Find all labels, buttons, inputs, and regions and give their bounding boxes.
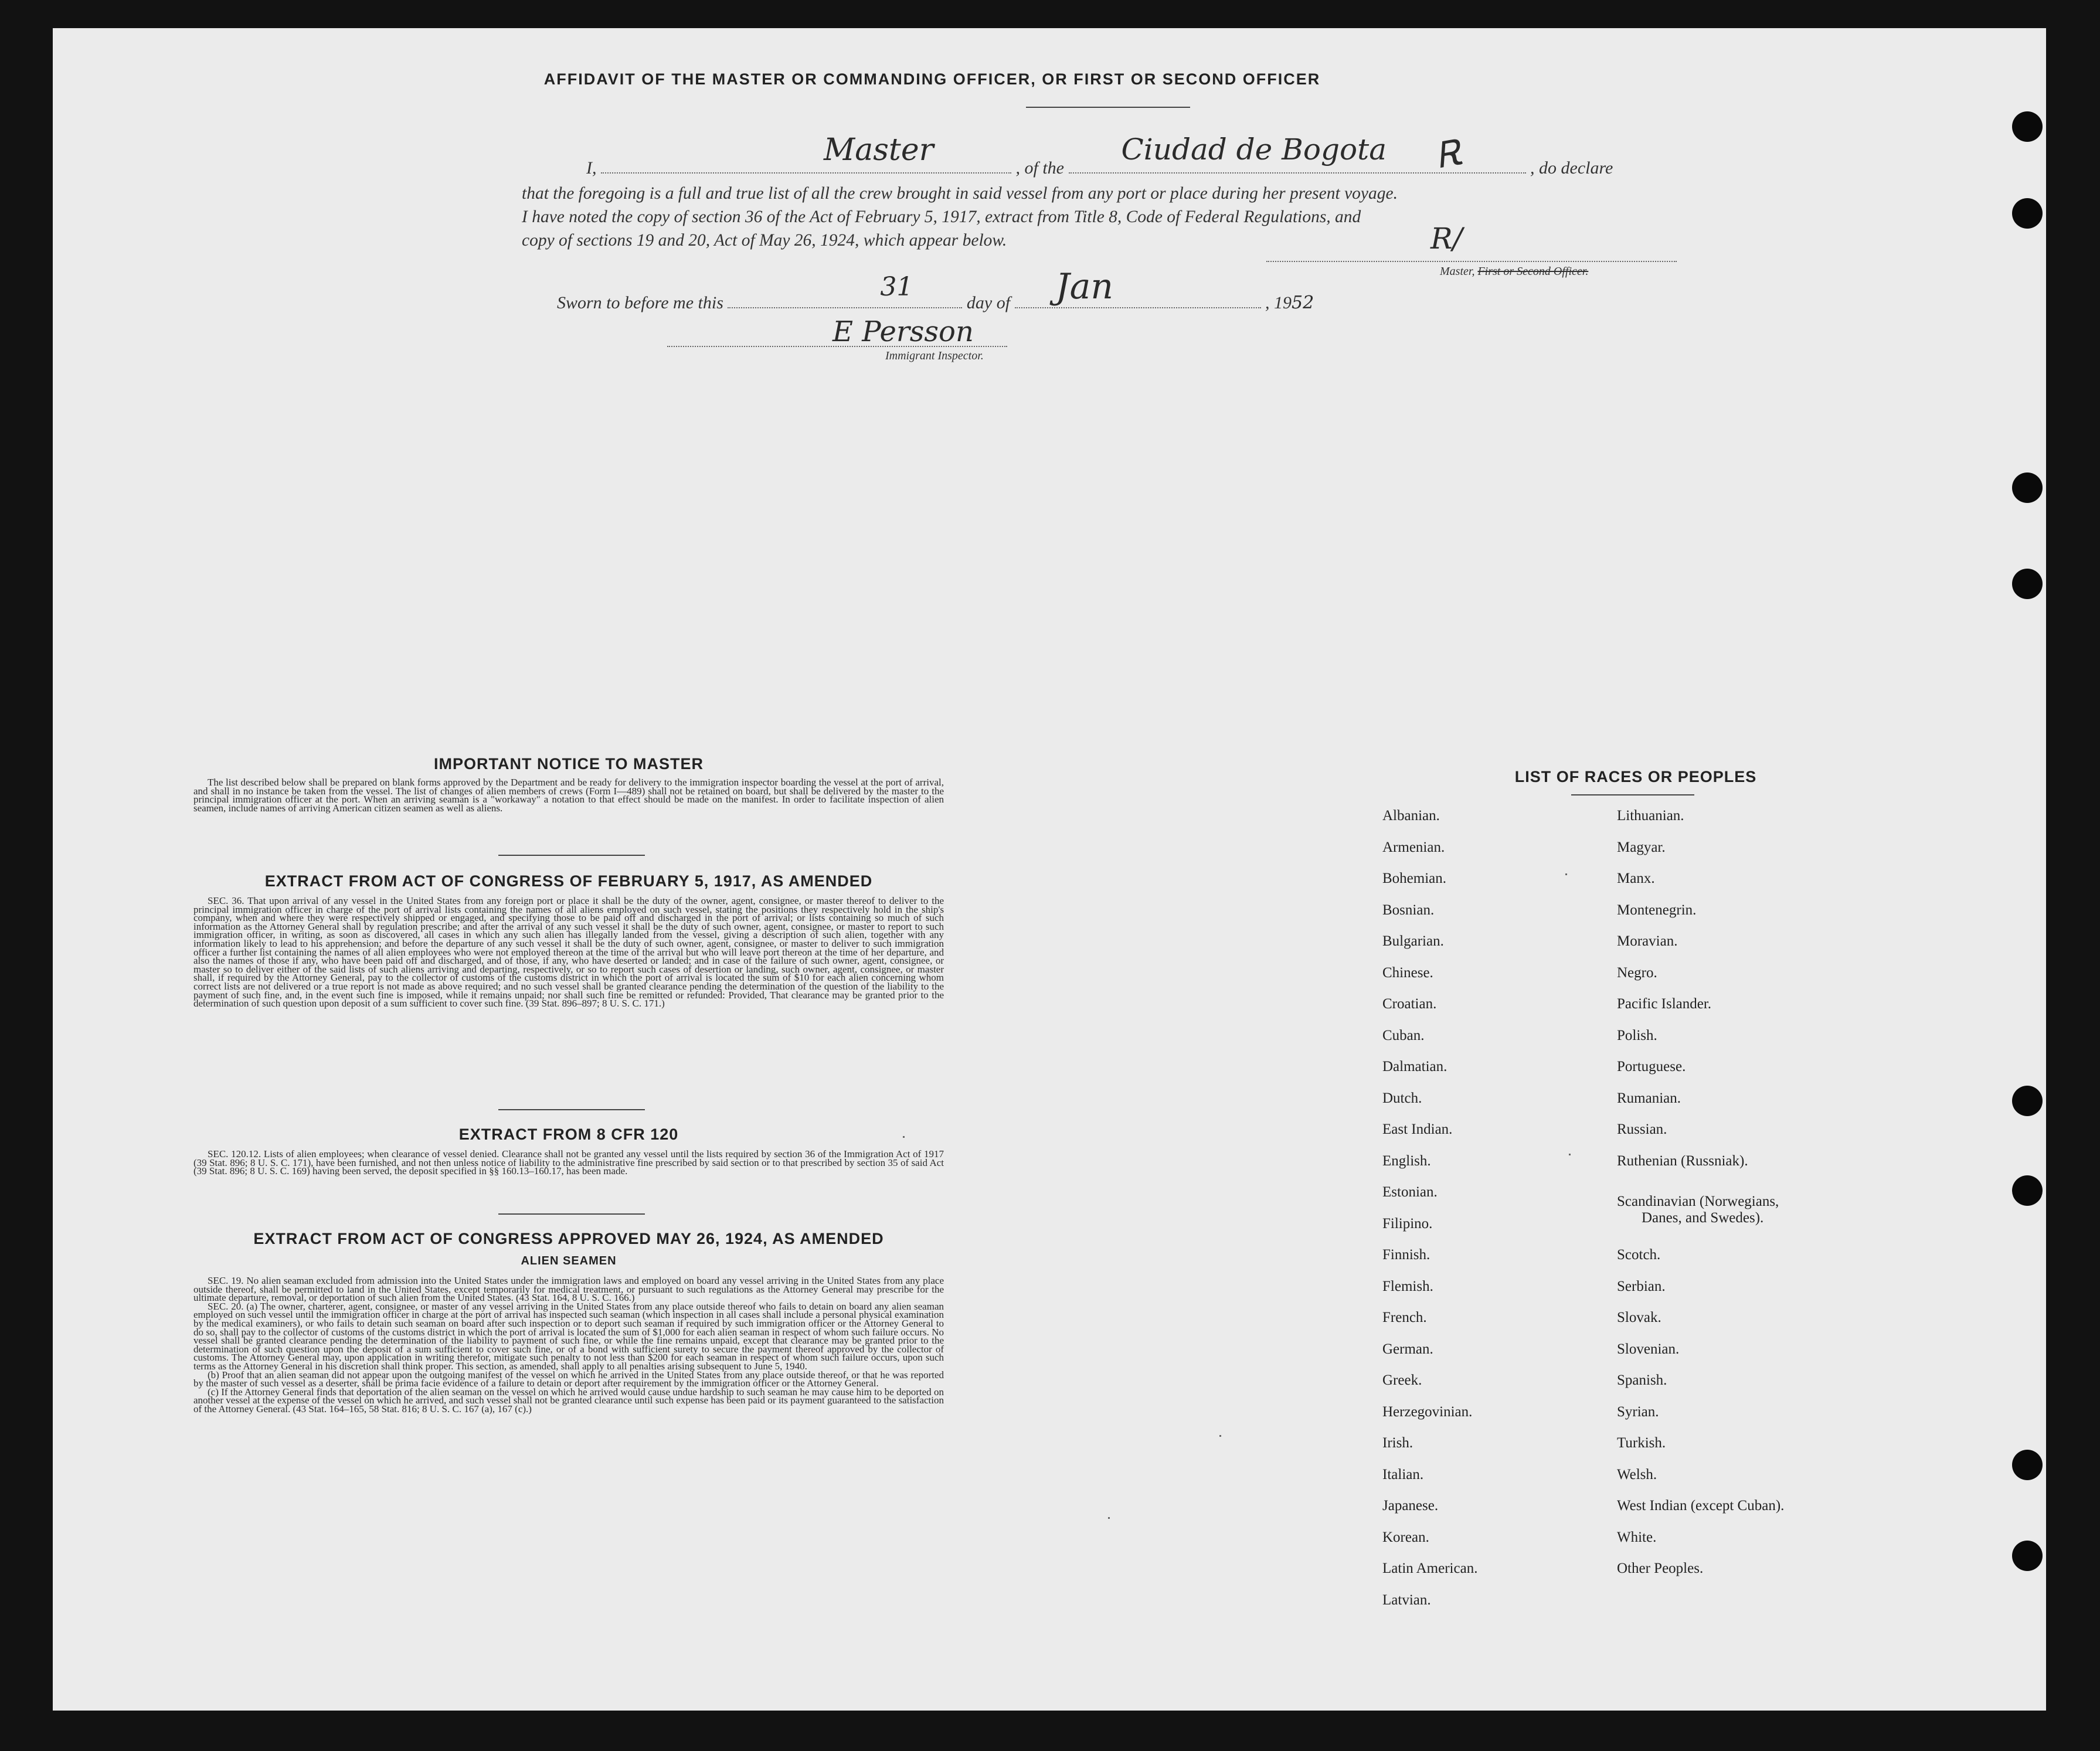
race-item: Negro. bbox=[1617, 964, 1657, 981]
race-item: Dalmatian. bbox=[1382, 1059, 1447, 1075]
i-label: I, bbox=[586, 158, 597, 178]
divider bbox=[1571, 794, 1694, 795]
race-item: Russian. bbox=[1617, 1121, 1667, 1137]
punch-hole bbox=[2012, 111, 2043, 142]
race-item: Polish. bbox=[1617, 1027, 1657, 1043]
year-label: , 19 bbox=[1265, 293, 1292, 312]
vessel-handwritten: Ciudad de Bogota bbox=[1121, 132, 1387, 166]
extract-1917-text bbox=[193, 897, 944, 1008]
inspector-signature-handwritten: E Persson bbox=[832, 315, 974, 348]
race-item: Finnish. bbox=[1382, 1247, 1430, 1263]
race-item: Cuban. bbox=[1382, 1027, 1425, 1043]
do-declare-label: , do declare bbox=[1530, 158, 1613, 178]
divider bbox=[498, 1213, 645, 1215]
alien-seamen-subheading: ALIEN SEAMEN bbox=[521, 1254, 617, 1267]
extract-cfr-heading: EXTRACT FROM 8 CFR 120 bbox=[458, 1126, 679, 1143]
race-item: Croatian. bbox=[1382, 996, 1437, 1012]
punch-hole bbox=[2012, 198, 2043, 229]
race-item: Latin American. bbox=[1382, 1560, 1478, 1576]
scan-speck bbox=[1108, 1517, 1110, 1519]
year-handwritten: 52 bbox=[1292, 293, 1314, 313]
day-blank bbox=[728, 272, 962, 308]
race-item: Japanese. bbox=[1382, 1498, 1439, 1514]
scan-speck bbox=[1565, 873, 1567, 875]
section-120-12-paragraph: SEC. 120.12. Lists of alien employees; when clearance of vessel denied. Clearance shall not be granted any vessel until the lists required by section 36 of the Immigration Act of 1917 (39 Stat. 896; 8 U. S. C. 171), have been furnished, and not then unless notice of liability to the administrative fine prescribed by said section or to that prescribed by section 35 of said Act (39 Stat. 896; 8 U. S. C. 169) having been served, the deposit specified in §§ 160.13–160.17, has been made. bbox=[193, 1148, 944, 1177]
race-item: French. bbox=[1382, 1310, 1427, 1325]
affidavit-line-2: that the foregoing is a full and true list of all the crew brought in said vessel from any port or place during her present voyage. bbox=[522, 184, 1398, 203]
of-the-label: , of the bbox=[1015, 158, 1064, 178]
punch-hole bbox=[2012, 569, 2043, 599]
races-heading: LIST OF RACES OR PEOPLES bbox=[1514, 768, 1757, 786]
day-of-label: day of bbox=[966, 293, 1011, 312]
race-item: Filipino. bbox=[1382, 1215, 1433, 1232]
extract-1924-heading: EXTRACT FROM ACT OF CONGRESS APPROVED MAY 26, 1924, AS AMENDED bbox=[253, 1230, 884, 1247]
affidavit-line-3: I have noted the copy of section 36 of the Act of February 5, 1917, extract from Title 8, Code of Federal Regulations, and bbox=[522, 208, 1361, 226]
section-20b-paragraph: (b) Proof that an alien seaman did not appear upon the outgoing manifest of the vessel on which he arrived in the United States from any place outside thereof, or that he was reported by the master of such vessel as a deserter, shall be prima facie evidence of a failure to detain or deport after requirement by the immigration officer or the Attorney General. bbox=[193, 1369, 944, 1389]
race-item: White. bbox=[1617, 1529, 1657, 1545]
race-item: Korean. bbox=[1382, 1529, 1429, 1545]
punch-hole bbox=[2012, 1086, 2043, 1116]
section-20a-paragraph: SEC. 20. (a) The owner, charterer, agent, consignee, or master of any vessel arriving in the United States from any place outside thereof who fails to detain on board any alien seaman employed on such vessel until the immigration officer in charge at the port of arrival has inspected such seaman (which inspection in all cases shall include a personal physical examination by the medical examiners), or who fails to detain such seaman on board after such inspection or to deport such seaman if required by such immigration officer or the Attorney General to do so, shall pay to the collector of customs of the customs district in which the port of arrival is located the sum of $1,000 for each alien seaman in respect of whom such failure occurs. No vessel shall be granted clearance pending the determination of the liability to payment of such fine, or while the fine remains unpaid, except that clearance may be granted prior to the determination of such question upon the deposit of a sum sufficient to cover such fine, or of a bond with sufficient surety to secure the payment thereof approved by the collector of customs. The Attorney General may, upon application in writing therefor, mitigate such penalty to not less than $200 for each seaman in respect of whom such failure occurs, upon such terms as the Attorney General in his discretion shall think proper. This section, as amended, shall apply to all penalties arising subsequent to June 5, 1940. bbox=[193, 1300, 944, 1372]
month-blank bbox=[1015, 266, 1261, 308]
race-item: Albanian. bbox=[1382, 808, 1440, 824]
inspector-label: Immigrant Inspector. bbox=[885, 349, 984, 362]
race-item: Slovak. bbox=[1617, 1310, 1661, 1325]
race-item: Slovenian. bbox=[1617, 1341, 1680, 1357]
race-item: Serbian. bbox=[1617, 1278, 1666, 1294]
race-item: Bosnian. bbox=[1382, 902, 1435, 918]
race-item: Greek. bbox=[1382, 1372, 1422, 1388]
race-item: Scandinavian (Norwegians, bbox=[1617, 1194, 1779, 1209]
extract-cfr-text bbox=[193, 1150, 944, 1176]
race-item: Rumanian. bbox=[1617, 1090, 1681, 1106]
race-item: Turkish. bbox=[1617, 1435, 1666, 1451]
race-item: Magyar. bbox=[1617, 839, 1666, 855]
race-item: Montenegrin. bbox=[1617, 902, 1697, 918]
race-item: Lithuanian. bbox=[1617, 808, 1684, 824]
notice-text bbox=[193, 778, 944, 812]
race-item: English. bbox=[1382, 1152, 1431, 1169]
officer-blank bbox=[601, 132, 1011, 174]
race-item: Chinese. bbox=[1382, 964, 1433, 981]
divider bbox=[498, 855, 645, 856]
scan-speck bbox=[1219, 1435, 1221, 1437]
race-item: Estonian. bbox=[1382, 1184, 1438, 1200]
master-initials-handwritten: R∕ bbox=[1430, 222, 1463, 256]
signature-line bbox=[1266, 261, 1677, 262]
race-item: Danes, and Swedes). bbox=[1642, 1210, 1764, 1226]
race-item: Bulgarian. bbox=[1382, 933, 1444, 949]
race-item: Herzegovinian. bbox=[1382, 1403, 1473, 1420]
race-item: West Indian (except Cuban). bbox=[1617, 1498, 1785, 1514]
scan-speck bbox=[1569, 1154, 1571, 1155]
race-item: Pacific Islander. bbox=[1617, 996, 1712, 1012]
officer-handwritten: Master bbox=[824, 132, 934, 168]
signature-title-struck: First or Second Officer. bbox=[1477, 265, 1589, 278]
affidavit-title: AFFIDAVIT OF THE MASTER OR COMMANDING OFFICER, OR FIRST OR SECOND OFFICER bbox=[543, 70, 1321, 88]
race-item: Irish. bbox=[1382, 1435, 1413, 1451]
divider bbox=[1026, 107, 1190, 108]
race-item: Welsh. bbox=[1617, 1466, 1657, 1483]
sworn-line bbox=[557, 266, 1314, 313]
signature-title bbox=[1440, 265, 1588, 278]
race-item: Manx. bbox=[1617, 871, 1655, 886]
race-item: Syrian. bbox=[1617, 1403, 1659, 1420]
month-handwritten: Jan bbox=[1055, 266, 1113, 307]
race-item: Dutch. bbox=[1382, 1090, 1422, 1106]
day-handwritten: 31 bbox=[880, 272, 913, 302]
punch-hole bbox=[2012, 1175, 2043, 1206]
section-19-paragraph: SEC. 19. No alien seaman excluded from admission into the United States under the immigration laws and employed on board any vessel arriving in the United States from any place outside thereof, shall be permitted to land in the United States, except temporarily for medical treatment, or pursuant to such regulations as the Attorney General may prescribe for the ultimate departure, removal, or deportation of such alien from the United States. (43 Stat. 164, 8 U. S. C. 166.) bbox=[193, 1275, 944, 1304]
signature-title-master: Master, bbox=[1440, 265, 1475, 278]
race-item: Bohemian. bbox=[1382, 871, 1447, 886]
race-item: Other Peoples. bbox=[1617, 1560, 1704, 1576]
race-item: Flemish. bbox=[1382, 1278, 1433, 1294]
extract-1924-text bbox=[193, 1277, 944, 1414]
form-sheet bbox=[53, 28, 2046, 1711]
notice-paragraph: The list described below shall be prepared on blank forms approved by the Department and be ready for delivery to the immigration inspector boarding the vessel at the port of arrival, and shall in no instance be taken from the vessel. The list of changes of alien members of crews (Form I—489) shall not be retained on board, but shall be delivered by the master to the principal immigration officer at the port. When an arriving seaman is a "workaway" a notation to that effect should be made on the manifest. In order to facilitate inspection of alien seamen, include names of arriving American citizen seamen as well as aliens. bbox=[193, 777, 944, 814]
race-item: Scotch. bbox=[1617, 1247, 1661, 1263]
divider bbox=[498, 1109, 645, 1110]
affidavit-line-4: copy of sections 19 and 20, Act of May 26, 1924, which appear below. bbox=[522, 231, 1007, 250]
race-item: Ruthenian (Russniak). bbox=[1617, 1152, 1748, 1169]
race-item: Moravian. bbox=[1617, 933, 1678, 949]
race-item: Italian. bbox=[1382, 1466, 1424, 1483]
race-item: Latvian. bbox=[1382, 1592, 1431, 1608]
scan-speck bbox=[903, 1136, 905, 1138]
race-item: East Indian. bbox=[1382, 1121, 1453, 1137]
punch-hole bbox=[2012, 1450, 2043, 1480]
section-36-paragraph: SEC. 36. That upon arrival of any vessel in the United States from any foreign port or place it shall be the duty of the owner, agent, consignee, or master thereof to deliver to the principal immigration officer in charge of the port of arrival lists containing the names of all aliens employed on such vessel, stating the positions they respectively hold in the ship's company, when and where they were respectively shipped or engaged, and specifying those to be paid off and discharged in the port of arrival; or lists containing so much of such information as the Attorney General shall by regulation prescribe; and after the arrival of any such vessel it shall be the duty of such owner, agent, consignee, or master to report to such immigration officer, in writing, as soon as discovered, all cases in which any such alien has illegally landed from the vessel, giving a description of such alien, together with any information likely to lead to his apprehension; and before the departure of any such vessel it shall be the duty of such owner, agent, consignee, or master to deliver to such immigration officer a further list containing the names of all alien employees who were not employed thereon at the time of the arrival but who will leave port thereon at the time of her departure, and also the names of those if any, who have been paid off and discharged, and of those, if any, who have deserted or landed; and in case of the failure of such owner, agent, consignee, or master so to deliver either of the said lists of such aliens arriving and departing, respectively, or so to report such cases of desertion or landing, such owner, agent, consignee, or master shall, if required by the Attorney General, pay to the collector of customs of the customs district in which the port of arrival is located the sum of $10 for each alien concerning whom correct lists are not delivered or a true report is not made as above required; and no such vessel shall be granted clearance pending the determination of the question of the liability to the payment of such fine, and, in the event such fine is imposed, while it remains unpaid; nor shall such fine be remitted or refunded: Provided, That clearance may be granted prior to the determination of such question upon deposit of a sum sufficient to cover such fine. (39 Stat. 896–897; 8 U. S. C. 171.) bbox=[193, 895, 944, 1009]
master-signature-handwritten: Ꭱ bbox=[1433, 131, 1467, 177]
race-item: Spanish. bbox=[1617, 1372, 1667, 1388]
race-item: Armenian. bbox=[1382, 839, 1445, 855]
punch-hole bbox=[2012, 472, 2043, 503]
race-item: German. bbox=[1382, 1341, 1433, 1357]
punch-hole bbox=[2012, 1541, 2043, 1571]
notice-heading: IMPORTANT NOTICE TO MASTER bbox=[434, 755, 704, 773]
extract-1917-heading: EXTRACT FROM ACT OF CONGRESS OF FEBRUARY 5, 1917, AS AMENDED bbox=[264, 872, 873, 890]
race-item: Portuguese. bbox=[1617, 1059, 1686, 1075]
sworn-label: Sworn to before me this bbox=[557, 293, 723, 312]
section-20c-paragraph: (c) If the Attorney General finds that deportation of the alien seaman on the vessel on which he arrived would cause undue hardship to such seaman he may cause him to be deported on another vessel at the expense of the vessel on which he arrived, and such vessel shall not be granted clearance until such expense has been paid or its payment guaranteed to the satisfaction of the Attorney General. (43 Stat. 164–165, 58 Stat. 816; 8 U. S. C. 167 (a), 167 (c).) bbox=[193, 1386, 944, 1415]
